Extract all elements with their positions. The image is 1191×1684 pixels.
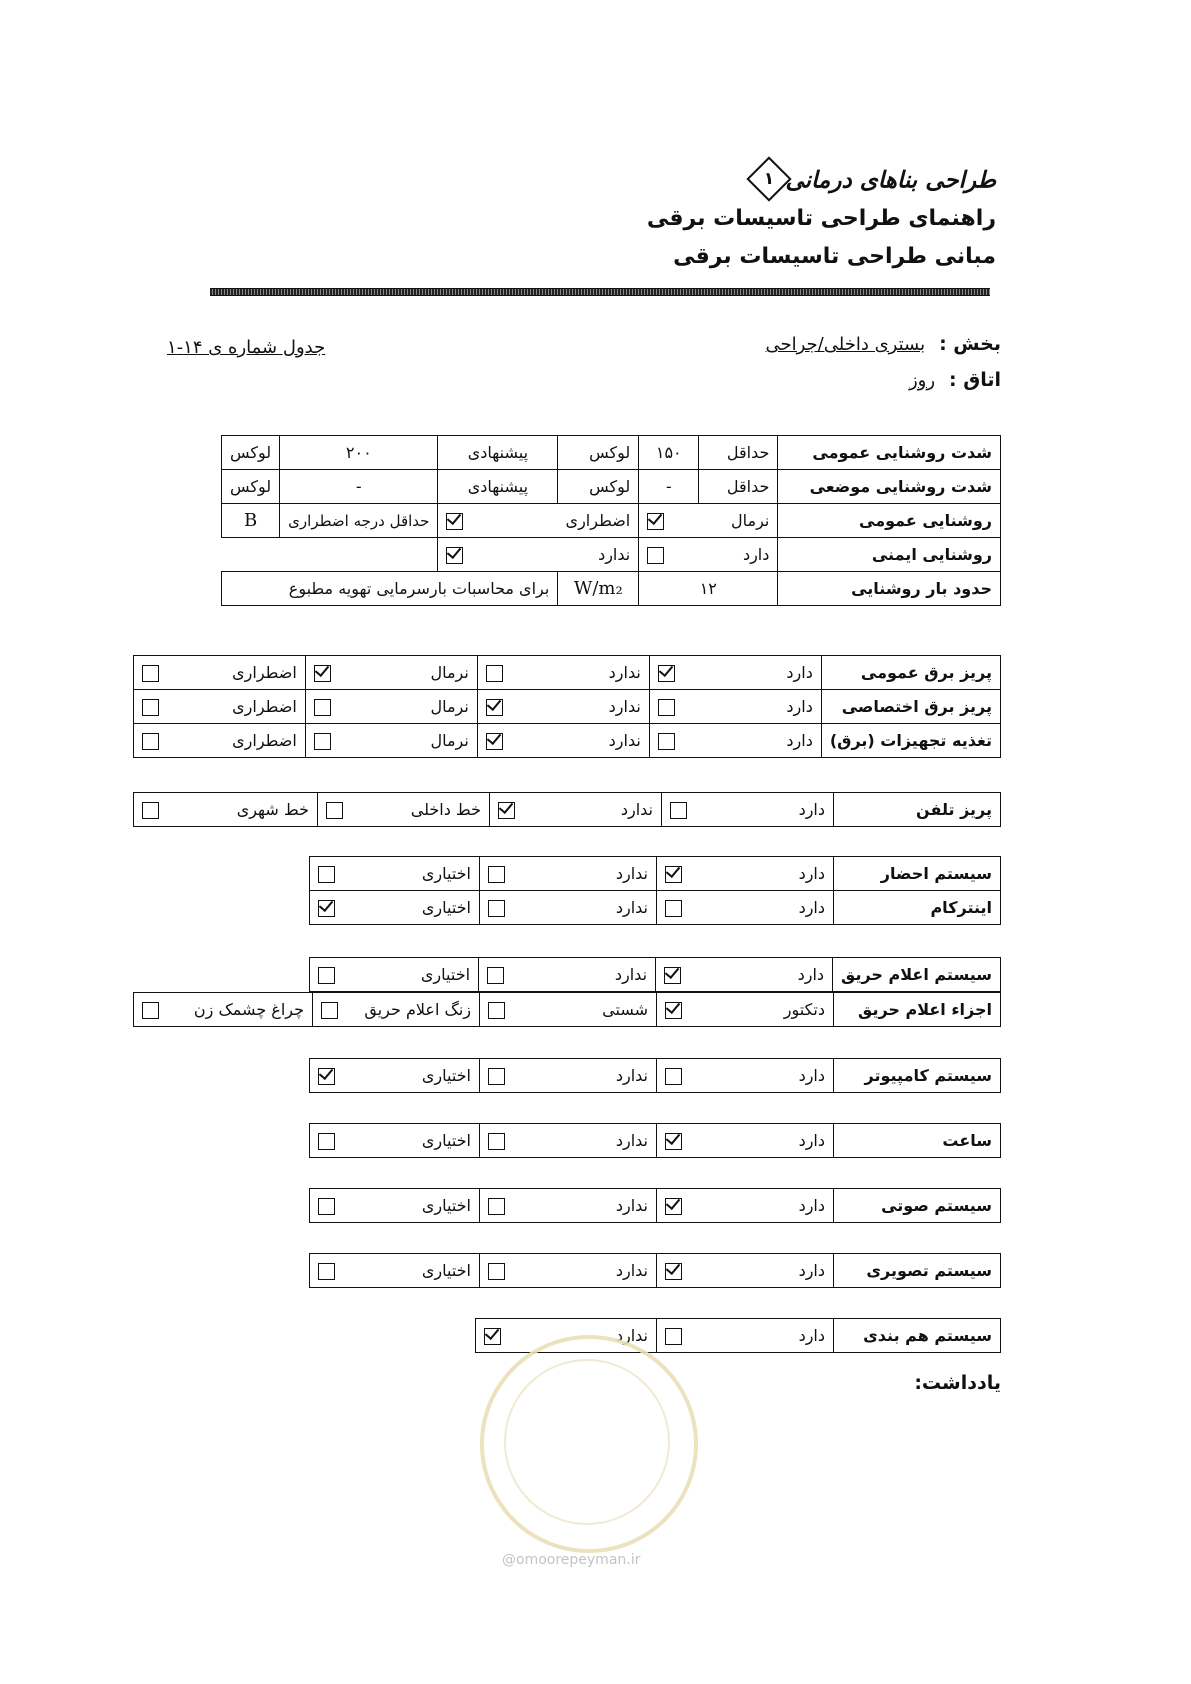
cell: دارد	[657, 857, 834, 891]
checkbox[interactable]	[318, 866, 335, 883]
notes-label: یادداشت:	[914, 1372, 1001, 1394]
cell: ۱۲	[639, 572, 778, 606]
cell: پیشنهادی	[438, 470, 558, 504]
checkbox[interactable]	[670, 802, 687, 819]
checkbox[interactable]	[446, 547, 463, 564]
cell: پیشنهادی	[438, 436, 558, 470]
cell: زنگ اعلام حریق	[313, 993, 480, 1027]
checkbox[interactable]	[318, 1198, 335, 1215]
cell: دارد	[662, 793, 834, 827]
checkbox[interactable]	[665, 1328, 682, 1345]
checkbox[interactable]	[318, 1068, 335, 1085]
cell: اضطراری	[134, 656, 306, 690]
row-label: سیستم کامپیوتر	[834, 1059, 1001, 1093]
table-row	[310, 857, 1001, 891]
row-label: پریز برق اختصاصی	[821, 690, 1000, 724]
section-value: بستری داخلی/جراحی	[765, 334, 926, 355]
call-intercom-table	[309, 856, 1001, 925]
checkbox[interactable]	[658, 665, 675, 682]
row-label: شدت روشنایی عمومی	[778, 436, 1001, 470]
cell: دارد	[657, 1254, 834, 1288]
cell: دارد	[649, 724, 821, 758]
table-row	[134, 656, 1001, 690]
fire-parts-table	[133, 992, 1001, 1027]
cell: دارد	[649, 656, 821, 690]
cell: اختیاری	[310, 1189, 480, 1223]
checkbox[interactable]	[647, 547, 664, 564]
table-row	[222, 470, 1001, 504]
cell: حداقل	[699, 436, 778, 470]
row-label: اینترکام	[834, 891, 1001, 925]
fire-alarm-table	[309, 957, 1001, 992]
checkbox[interactable]	[446, 513, 463, 530]
cell: دارد	[657, 1124, 834, 1158]
watermark-logo-inner	[504, 1359, 670, 1525]
clock-table	[309, 1123, 1001, 1158]
checkbox[interactable]	[484, 1328, 501, 1345]
cell: دارد	[639, 538, 778, 572]
cell: نرمال	[305, 656, 477, 690]
video-table	[309, 1253, 1001, 1288]
cell: ندارد	[477, 656, 649, 690]
cell: ندارد	[490, 793, 662, 827]
cell: ندارد	[477, 690, 649, 724]
checkbox[interactable]	[142, 665, 159, 682]
checkbox[interactable]	[318, 1133, 335, 1150]
checkbox[interactable]	[665, 1133, 682, 1150]
checkbox[interactable]	[488, 1198, 505, 1215]
cell: اختیاری	[310, 891, 480, 925]
cell: ندارد	[477, 724, 649, 758]
cell: W/m₂	[558, 572, 639, 606]
checkbox[interactable]	[665, 1198, 682, 1215]
table-row	[222, 436, 1001, 470]
table-row	[222, 572, 1001, 606]
row-label: حدود بار روشنایی	[778, 572, 1001, 606]
room-value: روز	[908, 370, 936, 391]
cell: ۱۵۰	[639, 436, 699, 470]
cell: دارد	[657, 891, 834, 925]
checkbox[interactable]	[488, 1263, 505, 1280]
table-row	[310, 1059, 1001, 1093]
checkbox[interactable]	[142, 802, 159, 819]
cell: دتکتور	[657, 993, 834, 1027]
checkbox[interactable]	[318, 1263, 335, 1280]
row-label: پریز تلفن	[834, 793, 1001, 827]
cell: ندارد	[476, 1319, 657, 1353]
checkbox[interactable]	[664, 967, 681, 984]
checkbox[interactable]	[658, 699, 675, 716]
watermark-text: @omoorepeyman.ir	[502, 1552, 641, 1568]
cell: -	[639, 470, 699, 504]
cell: خط شهری	[134, 793, 318, 827]
table-row	[134, 724, 1001, 758]
row-label: شدت روشنایی موضعی	[778, 470, 1001, 504]
checkbox[interactable]	[658, 733, 675, 750]
cell: ندارد	[480, 1124, 657, 1158]
row-label: ساعت	[834, 1124, 1001, 1158]
section-line	[765, 333, 1001, 355]
checkbox[interactable]	[488, 1133, 505, 1150]
audio-table	[309, 1188, 1001, 1223]
cell: اضطراری	[438, 504, 639, 538]
row-label: تغذیه تجهیزات (برق)	[821, 724, 1000, 758]
cell: اختیاری	[310, 857, 480, 891]
room-line	[909, 369, 1001, 391]
cell: لوکس	[558, 436, 639, 470]
room-label: اتاق :	[949, 369, 1001, 391]
cell: اختیاری	[310, 1059, 480, 1093]
cell: لوکس	[222, 470, 280, 504]
watermark-logo	[480, 1335, 698, 1553]
cell: لوکس	[558, 470, 639, 504]
table-row	[222, 538, 1001, 572]
cell: نرمال	[639, 504, 778, 538]
cell: دارد	[649, 690, 821, 724]
header-line2: راهنمای طراحی تاسیسات برقی	[646, 206, 996, 231]
row-label: روشنایی ایمنی	[778, 538, 1001, 572]
cell: اختیاری	[310, 1124, 480, 1158]
checkbox[interactable]	[314, 699, 331, 716]
cell: ندارد	[480, 891, 657, 925]
checkbox[interactable]	[487, 967, 504, 984]
checkbox[interactable]	[665, 866, 682, 883]
cell: دارد	[657, 1059, 834, 1093]
checkbox[interactable]	[314, 665, 331, 682]
cell: اضطراری	[134, 724, 306, 758]
table-row	[134, 993, 1001, 1027]
row-label: سیستم تصویری	[834, 1254, 1001, 1288]
checkbox[interactable]	[318, 967, 335, 984]
checkbox[interactable]	[314, 733, 331, 750]
row-label: روشنایی عمومی	[778, 504, 1001, 538]
computer-table	[309, 1058, 1001, 1093]
header-line1: طراحی بناهای درمانی	[785, 167, 996, 194]
cell: حداقل درجه اضطراری	[280, 504, 438, 538]
checkbox[interactable]	[486, 699, 503, 716]
checkbox[interactable]	[665, 1068, 682, 1085]
cell: -	[280, 470, 438, 504]
header-title	[739, 165, 996, 197]
checkbox[interactable]	[488, 1068, 505, 1085]
cell: نرمال	[305, 690, 477, 724]
checkbox[interactable]	[488, 1002, 505, 1019]
checkbox[interactable]	[665, 900, 682, 917]
table-row	[222, 504, 1001, 538]
cell: ندارد	[480, 857, 657, 891]
table-reference: جدول شماره ی ۱۴-۱	[167, 337, 326, 358]
cell: شستی	[480, 993, 657, 1027]
power-table	[133, 655, 1001, 758]
cell: ندارد	[480, 1254, 657, 1288]
cell: B	[222, 504, 280, 538]
checkbox[interactable]	[142, 1002, 159, 1019]
cell: ندارد	[480, 1189, 657, 1223]
lighting-table	[221, 435, 1001, 606]
section-label: بخش :	[939, 333, 1001, 355]
empty-cell	[222, 538, 438, 572]
cell: برای محاسبات بارسرمایی تهویه مطبوع	[222, 572, 558, 606]
cell: ندارد	[479, 958, 656, 992]
row-label: سیستم صوتی	[834, 1189, 1001, 1223]
checkbox[interactable]	[142, 733, 159, 750]
checkbox[interactable]	[321, 1002, 338, 1019]
table-row	[310, 1124, 1001, 1158]
header-rule	[210, 288, 990, 296]
checkbox[interactable]	[486, 665, 503, 682]
header-line3: مبانی طراحی تاسیسات برقی	[673, 244, 996, 269]
cell: دارد	[656, 958, 833, 992]
cell: حداقل	[699, 470, 778, 504]
cell: لوکس	[222, 436, 280, 470]
row-label: اجزاء اعلام حریق	[834, 993, 1001, 1027]
checkbox[interactable]	[488, 900, 505, 917]
cell: اختیاری	[310, 1254, 480, 1288]
cell: چراغ چشمک زن	[134, 993, 313, 1027]
cell: ندارد	[480, 1059, 657, 1093]
checkbox[interactable]	[665, 1263, 682, 1280]
table-row	[134, 793, 1001, 827]
cell: دارد	[657, 1189, 834, 1223]
cell: ۲۰۰	[280, 436, 438, 470]
checkbox[interactable]	[486, 733, 503, 750]
checkbox[interactable]	[326, 802, 343, 819]
table-row	[310, 958, 1001, 992]
checkbox[interactable]	[647, 513, 664, 530]
cell: اضطراری	[134, 690, 306, 724]
checkbox[interactable]	[318, 900, 335, 917]
table-row	[310, 1189, 1001, 1223]
cell: دارد	[657, 1319, 834, 1353]
table-row	[310, 1254, 1001, 1288]
phone-table	[133, 792, 1001, 827]
table-row	[310, 891, 1001, 925]
row-label: سیستم اعلام حریق	[833, 958, 1001, 992]
row-label: سیستم احضار	[834, 857, 1001, 891]
cell: نرمال	[305, 724, 477, 758]
checkbox[interactable]	[488, 866, 505, 883]
checkbox[interactable]	[142, 699, 159, 716]
table-row	[134, 690, 1001, 724]
checkbox[interactable]	[498, 802, 515, 819]
cell: خط داخلی	[318, 793, 490, 827]
row-label: پریز برق عمومی	[821, 656, 1000, 690]
checkbox[interactable]	[665, 1002, 682, 1019]
chapter-badge: ۱	[747, 156, 792, 201]
row-label: سیستم هم بندی	[834, 1319, 1001, 1353]
cell: اختیاری	[310, 958, 479, 992]
cell: ندارد	[438, 538, 639, 572]
